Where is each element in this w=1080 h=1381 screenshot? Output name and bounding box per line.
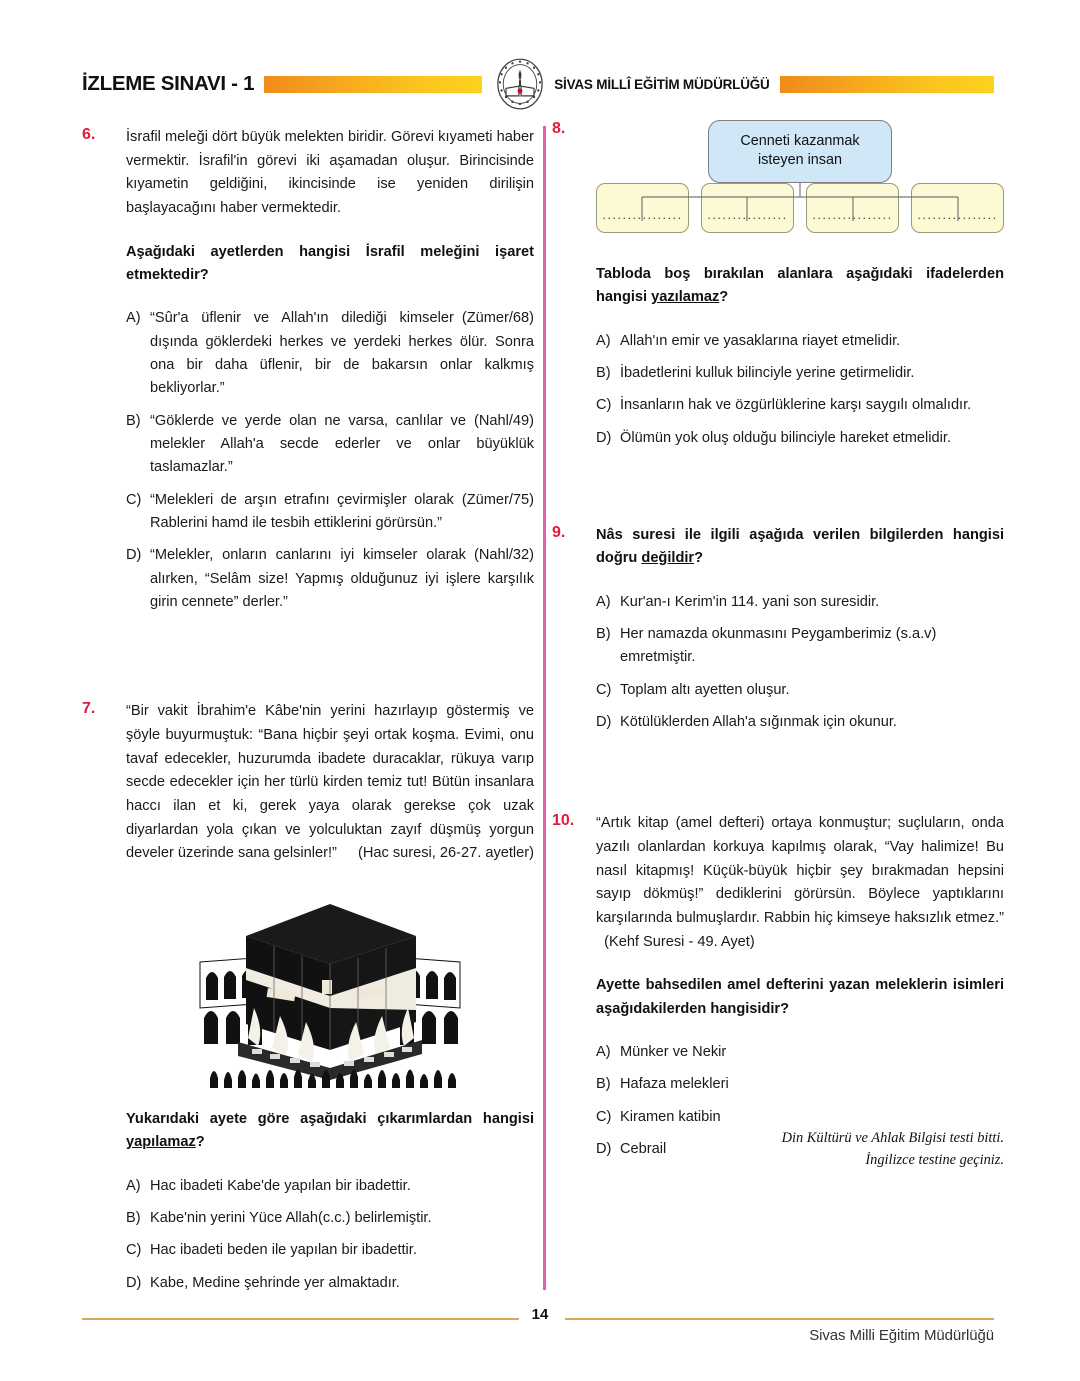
option-c[interactable] — [126, 489, 534, 536]
concept-diagram — [596, 120, 1004, 233]
option-text: Hac ibadeti Kabe'de yapılan bir ibadettir. — [150, 1177, 411, 1194]
option-a[interactable] — [596, 591, 1004, 614]
option-key: A) — [126, 1177, 141, 1194]
option-key: B) — [596, 625, 611, 642]
option-text: Hafaza melekleri — [620, 1076, 729, 1093]
option-text: Kiramen katibin — [620, 1108, 721, 1125]
option-text: Kötülüklerden Allah'a sığınmak için okunur. — [620, 714, 897, 730]
option-b[interactable] — [126, 410, 534, 480]
diagram-root-node: Cenneti kazanmak isteyen insan — [708, 120, 892, 183]
question-8 — [552, 120, 1004, 450]
passage-body: “Artık kitap (amel defteri) ortaya konmuştur; suçluların, onda yazılı olanlardan korkuya kapılmış olarak, “Vay halimize! Bu nasıl kitapmış! Küçük-büyük hiçbir şey bırakmadan hepsini sayıp dökmüş!” dediklerini görürsün. Böylece yaptıklarını karşılarında bulmuşlardır. Rabbin hiç kimseye haksızlık etmez.” — [596, 815, 1004, 926]
options-list — [126, 1175, 534, 1295]
option-key: C) — [126, 491, 142, 508]
options-list — [596, 591, 1004, 735]
question-number: 10. — [552, 812, 575, 830]
option-text — [150, 410, 534, 480]
kaaba-illustration — [126, 892, 534, 1088]
option-body: “Melekleri de arşın etrafını çevirmişler olarak Rablerini hamd ile tesbih ettiklerini görürsün.” — [150, 491, 454, 531]
diagram-blank-4[interactable]: ................ — [911, 183, 1004, 233]
option-c[interactable] — [126, 1239, 534, 1262]
option-body: “Göklerde ve yerde olan ne varsa, canlılar ve melekler Allah'a secde ederler ve onlar büyüklük taslamazlar.” — [150, 412, 534, 476]
option-d[interactable] — [126, 544, 534, 614]
option-key: D) — [126, 1274, 142, 1291]
option-key: A) — [126, 310, 141, 327]
question-9 — [552, 524, 1004, 734]
right-column — [552, 120, 1004, 1170]
question-number: 7. — [82, 700, 96, 718]
option-key: C) — [596, 397, 612, 414]
question-10 — [552, 812, 1004, 1161]
option-key: B) — [126, 1209, 141, 1226]
option-body: “Melekler, onların canlarını iyi kimseler olarak alırken, “Selâm size! Yapmış olduğunuz iyi işlere karşılık girin cennete” derler.” — [150, 547, 534, 611]
option-text: Allah'ın emir ve yasaklarına riayet etmelidir. — [620, 332, 901, 349]
option-b[interactable] — [596, 362, 1004, 385]
question-prompt — [596, 263, 1004, 310]
option-key: C) — [126, 1242, 142, 1259]
prompt-text-a: Yukarıdaki ayete göre aşağıdaki çıkarımlardan hangisi — [126, 1110, 534, 1127]
passage-body: “Bir vakit İbrahim'e Kâbe'nin yerini hazırlayıp göstermiş ve şöyle buyurmuştuk: “Bana hiçbir şeyi ortak koşma. Evimi, onu tavaf edecekler, huzurumda ibadete duracaklar, rükuya varıp secde edecekler için her türlü kirden temiz tut! Bütün insanlara haccı ilan et ki, gerek yaya olarak gerekse çok uzak diyarlardan yola çıkan ve yolculuktan zayıf düşmüş yorgun develer üzerinde sana gelsinler!” — [126, 703, 534, 862]
end-note-line-2: İngilizce testine geçiniz. — [865, 1151, 1004, 1168]
diagram-blank-1[interactable]: ................ — [596, 183, 689, 233]
question-prompt — [126, 1108, 534, 1155]
option-key: A) — [596, 593, 611, 610]
question-prompt — [596, 524, 1004, 571]
option-c[interactable] — [596, 394, 1004, 417]
prompt-text-a: Tabloda boş bırakılan alanlara aşağıdaki ifadelerden hangisi — [596, 265, 1004, 306]
footer-brand: Sivas Milli Eğitim Müdürlüğü — [809, 1327, 994, 1344]
option-key: A) — [596, 332, 611, 349]
end-of-test-note — [552, 1128, 1004, 1171]
option-a[interactable] — [596, 1041, 1004, 1064]
option-b[interactable] — [596, 623, 1004, 670]
institution-name: SİVAS MİLLÎ EĞİTİM MÜDÜRLÜĞÜ — [554, 76, 770, 92]
option-text — [150, 489, 534, 536]
prompt-underlined: yazılamaz — [651, 289, 720, 306]
option-b[interactable] — [596, 1073, 1004, 1096]
option-text: Kabe, Medine şehrinde yer almaktadır. — [150, 1274, 400, 1291]
header-accent-bar-left — [264, 76, 482, 93]
option-text: Hac ibadeti beden ile yapılan bir ibadettir. — [150, 1242, 417, 1259]
option-key: B) — [126, 412, 141, 429]
option-text — [150, 307, 534, 400]
option-key: D) — [596, 714, 612, 730]
option-a[interactable] — [126, 307, 534, 400]
question-number: 6. — [82, 126, 96, 143]
option-text: Toplam altı ayetten oluşur. — [620, 681, 790, 698]
question-number: 8. — [552, 120, 566, 137]
prompt-text-a: Nâs suresi ile ilgili aşağıda verilen bilgilerden hangisi doğru — [596, 526, 1004, 567]
option-a[interactable] — [596, 330, 1004, 353]
option-body: “Sûr'a üflenir ve Allah'ın dilediği kimseler dışında göklerdeki herkes ve yerdeki herkes ölür. Sonra ona bir daha üflenir, bir de bakarsın onlar kalkmış bekliyorlar.” — [150, 310, 534, 397]
option-text: Münker ve Nekir — [620, 1043, 727, 1060]
passage-reference: (Kehf Suresi - 49. Ayet) — [604, 933, 755, 950]
left-column — [82, 126, 534, 1304]
prompt-text-a: Aşağıdaki ayetlerden hangisi İsrafil meleğini işaret etmektedir? — [126, 243, 534, 283]
option-reference: (Zümer/68) — [461, 310, 534, 327]
page-header — [82, 58, 994, 110]
option-b[interactable] — [126, 1207, 534, 1230]
option-d[interactable] — [126, 1272, 534, 1295]
end-note-line-1: Din Kültürü ve Ahlak Bilgisi testi bitti. — [781, 1130, 1004, 1146]
option-text: Cebrail — [620, 1140, 667, 1157]
question-prompt — [596, 974, 1004, 1021]
diagram-blank-2[interactable]: ................ — [701, 183, 794, 233]
option-key: B) — [596, 364, 611, 381]
question-6 — [82, 126, 534, 614]
option-text: İbadetlerini kulluk bilinciyle yerine getirmelidir. — [620, 364, 915, 381]
prompt-underlined: değildir — [641, 550, 695, 567]
option-c[interactable] — [596, 1106, 1004, 1129]
question-7 — [82, 700, 534, 1295]
option-d[interactable] — [596, 427, 1004, 450]
passage-reference: (Hac suresi, 26-27. ayetler) — [357, 845, 534, 862]
question-passage — [596, 812, 1004, 954]
question-passage — [126, 700, 534, 865]
option-key: D) — [596, 429, 612, 446]
option-text: Kur'an-ı Kerim'in 114. yani son suresidir. — [620, 593, 880, 610]
option-text: Ölümün yok oluş olduğu bilinciyle hareket etmelidir. — [620, 429, 951, 446]
diagram-blank-3[interactable]: ................ — [806, 183, 899, 233]
option-d[interactable] — [596, 711, 1004, 734]
option-key: B) — [596, 1076, 611, 1093]
question-passage: İsrafil meleği dört büyük melekten biridir. Görevi kıyameti haber vermektir. İsrafil'in görevi iki aşamadan oluşur. Birincisinde kıyametin geldiğini, ikincisinde ise yeniden dirilişin başlayacağını haber vermektedir. — [126, 129, 534, 216]
option-text: Her namazda okunmasını Peygamberimiz (s.a.v) emretmiştir. — [620, 625, 937, 666]
question-prompt — [126, 241, 534, 288]
option-reference: (Nahl/32) — [473, 547, 534, 564]
header-accent-bar-right — [780, 76, 994, 93]
option-key: D) — [126, 547, 142, 564]
option-reference: (Zümer/75) — [461, 491, 534, 508]
options-list — [596, 330, 1004, 450]
option-text: İnsanların hak ve özgürlüklerine karşı saygılı olmalıdır. — [620, 397, 972, 414]
option-a[interactable] — [126, 1175, 534, 1198]
option-c[interactable] — [596, 679, 1004, 702]
exam-title: İZLEME SINAVI - 1 — [82, 72, 255, 95]
question-number: 9. — [552, 523, 566, 541]
prompt-text-a: Ayette bahsedilen amel defterini yazan meleklerin isimleri aşağıdakilerden hangisidir? — [596, 977, 1004, 1017]
meb-seal-logo — [492, 56, 548, 112]
column-divider — [543, 126, 546, 1290]
prompt-underlined: yapılamaz — [126, 1134, 196, 1151]
option-text: Kabe'nin yerini Yüce Allah(c.c.) belirlemiştir. — [150, 1209, 432, 1226]
prompt-text-b: ? — [719, 289, 729, 306]
option-key: A) — [596, 1043, 611, 1060]
option-text — [150, 544, 534, 614]
option-reference: (Nahl/49) — [473, 412, 534, 429]
option-key: C) — [596, 681, 612, 698]
options-list — [126, 307, 534, 614]
option-key: D) — [596, 1140, 612, 1157]
prompt-text-b: ? — [195, 1134, 205, 1151]
option-key: C) — [596, 1108, 612, 1125]
prompt-text-b: ? — [694, 550, 704, 567]
page-number: 14 — [531, 1306, 549, 1323]
